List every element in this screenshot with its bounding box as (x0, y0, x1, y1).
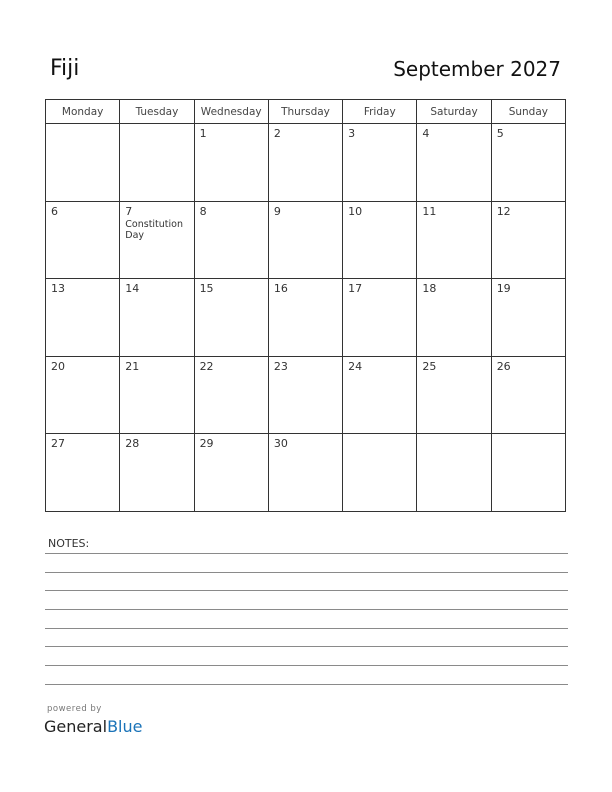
day-cell (343, 124, 417, 202)
day-cell (268, 279, 342, 357)
day-number: 14 (125, 282, 140, 296)
day-number: 7 (125, 204, 133, 218)
note-line (45, 628, 568, 629)
day-number: 13 (51, 282, 65, 296)
day-number: 9 (273, 204, 281, 218)
brand-blue-text: Blue (107, 717, 143, 736)
weekday-header: Thursday (268, 100, 342, 124)
day-cell (417, 201, 491, 279)
day-cell (194, 279, 268, 357)
day-number: 16 (273, 282, 288, 296)
day-number: 30 (273, 437, 288, 451)
day-number: 21 (125, 359, 140, 373)
day-number (120, 124, 193, 127)
day-number: 10 (348, 204, 363, 218)
country-title: Fiji (50, 56, 80, 81)
day-cell (120, 124, 194, 202)
day-number: 24 (348, 359, 363, 373)
week-row (46, 356, 566, 434)
brand-general-text: General (44, 717, 108, 736)
day-number: 17 (348, 282, 363, 296)
day-cell (343, 201, 417, 279)
note-line (45, 553, 568, 554)
day-cell (491, 124, 565, 202)
note-line (45, 665, 568, 666)
day-cell (194, 356, 268, 434)
day-cell (417, 434, 491, 512)
day-cell (268, 124, 342, 202)
weekday-header: Sunday (491, 100, 565, 124)
day-number: 12 (496, 204, 511, 218)
day-number: 5 (496, 127, 504, 140)
day-number: 26 (496, 359, 511, 373)
week-row (46, 434, 566, 512)
note-line (45, 590, 568, 591)
week-row (46, 201, 566, 279)
day-cell (46, 356, 120, 434)
month-title: September 2027 (393, 57, 561, 81)
day-cell (268, 201, 342, 279)
weekday-header-row (46, 100, 566, 124)
day-number: 18 (422, 282, 437, 296)
day-cell (46, 279, 120, 357)
day-cell (268, 356, 342, 434)
brand-logo (44, 717, 142, 736)
day-number: 3 (348, 127, 356, 140)
day-number: 20 (51, 359, 65, 373)
note-line (45, 572, 568, 573)
day-cell (194, 434, 268, 512)
day-number: 1 (199, 127, 207, 140)
day-number: 4 (422, 127, 430, 140)
day-cell (343, 434, 417, 512)
day-cell (120, 201, 194, 279)
day-number: 29 (199, 437, 214, 451)
notes-label: NOTES: (48, 537, 90, 550)
weekday-header: Wednesday (194, 100, 268, 124)
day-cell (120, 356, 194, 434)
day-number: 15 (199, 282, 214, 296)
day-number: 25 (422, 359, 437, 373)
day-number: 28 (125, 437, 140, 451)
note-line (45, 609, 568, 610)
note-line (45, 684, 568, 685)
day-number: 11 (422, 204, 437, 218)
weekday-header: Saturday (417, 100, 491, 124)
note-line (45, 646, 568, 647)
day-number (492, 434, 565, 437)
day-number: 8 (199, 204, 207, 218)
day-number: 22 (199, 359, 214, 373)
day-cell (46, 201, 120, 279)
day-cell (417, 279, 491, 357)
weekday-header: Monday (46, 100, 120, 124)
day-cell (491, 201, 565, 279)
day-cell (194, 124, 268, 202)
day-cell (417, 356, 491, 434)
day-number (417, 434, 490, 437)
day-cell (120, 279, 194, 357)
day-cell (343, 279, 417, 357)
day-number: 27 (51, 437, 65, 451)
calendar-grid (45, 99, 566, 512)
powered-by-label: powered by (47, 704, 102, 714)
day-number: 23 (273, 359, 288, 373)
day-cell (417, 124, 491, 202)
day-cell (268, 434, 342, 512)
day-number: 6 (51, 204, 58, 218)
weekday-header: Friday (343, 100, 417, 124)
day-cell (120, 434, 194, 512)
day-cell (46, 124, 120, 202)
day-number (343, 434, 416, 437)
week-row (46, 279, 566, 357)
day-number: 2 (273, 127, 281, 140)
day-number: 19 (496, 282, 511, 296)
day-cell (491, 434, 565, 512)
day-cell (46, 434, 120, 512)
day-cell (491, 356, 565, 434)
week-row (46, 124, 566, 202)
day-cell (194, 201, 268, 279)
weekday-header: Tuesday (120, 100, 194, 124)
day-number (46, 124, 119, 127)
day-cell (343, 356, 417, 434)
holiday-label: Constitution Day (125, 218, 184, 242)
day-cell (491, 279, 565, 357)
